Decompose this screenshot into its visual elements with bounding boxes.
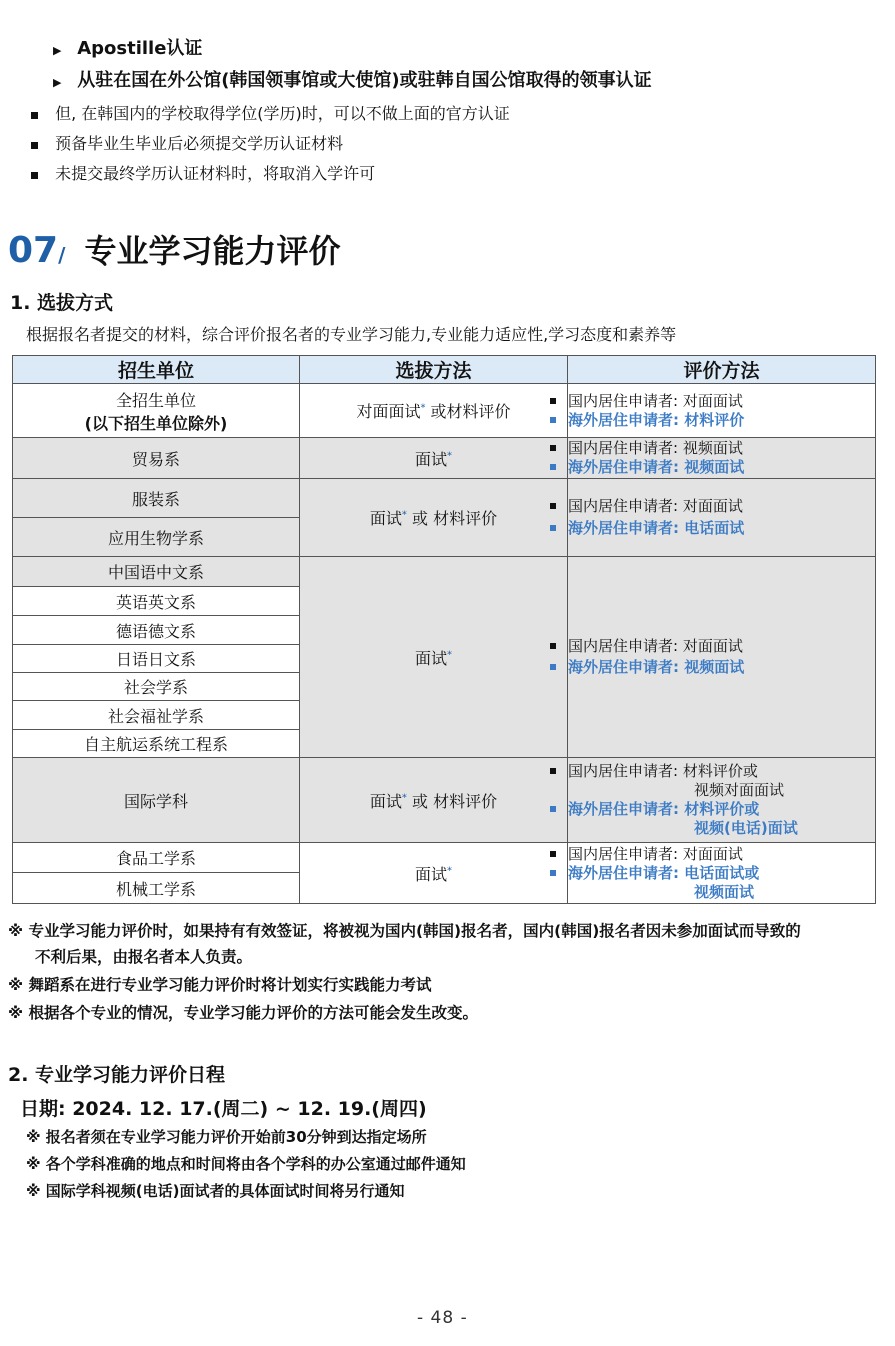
method-text: 面试: [414, 449, 447, 469]
domestic-text: 国内居住申请者: 对面面试: [568, 497, 743, 515]
overseas-text-continued: 视频面试: [694, 882, 755, 901]
square-bullet-icon: [31, 172, 38, 179]
schedule-note: ※ 各个学科准确的地点和时间将由各个学科的办公室通过邮件通知: [26, 1155, 466, 1173]
sub-bullet-apostille: [53, 34, 202, 60]
method-text: 对面面试: [356, 402, 421, 421]
schedule-note: ※ 国际学科视频(电话)面试者的具体面试时间将另行通知: [26, 1182, 405, 1200]
square-bullet-icon: [550, 870, 556, 876]
note-change: ※ 根据各个专业的情况，专业学习能力评价的方法可能会发生改变。: [8, 1004, 478, 1022]
note-validity-continued: 不利后果，由报名者本人负责。: [35, 948, 253, 966]
evaluation-cell: [568, 758, 876, 843]
square-bullet-icon: [550, 525, 556, 531]
note-validity: ※ 专业学习能力评价时，如果持有有效签证，将被视为国内(韩国)报名者，国内(韩国)报名者因未参加面试而导致的: [8, 922, 801, 940]
overseas-line: [568, 864, 875, 883]
unit-cell: 中国语中文系: [13, 557, 300, 587]
overseas-text: 海外居住申请者: 材料评价或: [568, 800, 760, 818]
asterisk-mark: *: [401, 509, 407, 521]
overseas-text: 海外居住申请者: 视频面试: [568, 458, 745, 476]
unit-cell: 德语德文系: [13, 616, 300, 645]
unit-cell: 自主航运系统工程系: [13, 730, 300, 758]
section-title: 专业学习能力评价: [84, 232, 341, 270]
overseas-line: [568, 800, 875, 819]
method-text: 面试: [369, 791, 402, 811]
table-row: [13, 758, 876, 843]
domestic-line: [568, 637, 875, 656]
square-bullet-icon: [550, 445, 556, 451]
method-description: 根据报名者提交的材料，综合评价报名者的专业学习能力,专业能力适应性,学习态度和素养等: [26, 325, 677, 344]
method-text: 面试: [369, 509, 402, 528]
square-bullet-icon: [550, 398, 556, 404]
domestic-line: [568, 762, 875, 781]
schedule-date: 日期: 2024. 12. 17.(周二) ~ 12. 19.(周四): [20, 1098, 427, 1120]
overseas-line: [568, 658, 875, 677]
triangle-bullet-icon: ▶: [53, 76, 62, 89]
domestic-text: 国内居住申请者: 视频面试: [568, 439, 743, 457]
table-header-row: [13, 356, 876, 384]
method-cell: [300, 557, 568, 758]
domestic-text: 国内居住申请者: 对面面试: [568, 391, 743, 410]
evaluation-cell: [568, 843, 876, 904]
evaluation-table: [12, 355, 876, 904]
table-row: [13, 557, 876, 587]
bullet-text: 未提交最终学历认证材料时，将取消入学许可: [55, 164, 376, 183]
method-cell: [300, 479, 568, 557]
method-text: 面试: [414, 648, 447, 668]
domestic-line: [568, 845, 875, 864]
table-row: [13, 384, 876, 438]
domestic-text: 国内居住申请者: 对面面试: [568, 637, 743, 655]
evaluation-cell: [568, 557, 876, 758]
sub-bullet-consular: [53, 66, 652, 92]
bullet-text: 预备毕业生毕业后必须提交学历认证材料: [55, 134, 344, 153]
square-bullet-icon: [31, 142, 38, 149]
overseas-text: 海外居住申请者: 视频面试: [568, 658, 745, 676]
overseas-text-continued: 视频(电话)面试: [694, 819, 798, 837]
unit-cell: 贸易系: [13, 438, 300, 479]
header-method: 选拔方法: [300, 356, 568, 384]
square-bullet-icon: [550, 643, 556, 649]
domestic-text: 国内居住申请者: 材料评价或: [568, 762, 758, 780]
unit-cell: 机械工学系: [13, 873, 300, 904]
header-evaluation: 评价方法: [568, 356, 876, 384]
domestic-line: [568, 392, 875, 411]
method-cell: [300, 438, 568, 479]
domestic-text-continued: 视频对面面试: [694, 781, 785, 799]
asterisk-mark: *: [447, 865, 452, 877]
unit-cell: 社会学系: [13, 673, 300, 701]
method-cell: [300, 384, 568, 438]
unit-cell: 应用生物学系: [13, 518, 300, 557]
schedule-note: ※ 报名者须在专业学习能力评价开始前30分钟到达指定场所: [26, 1128, 427, 1146]
overseas-text: 海外居住申请者: 电话面试或: [568, 863, 760, 882]
overseas-text: 海外居住申请者: 材料评价: [568, 410, 745, 429]
bullet-item: [31, 101, 510, 124]
section-number: 07: [8, 230, 59, 271]
domestic-text: 国内居住申请者: 对面面试: [568, 844, 743, 863]
page-number: - 48 -: [417, 1308, 468, 1328]
unit-cell: 国际学科: [13, 758, 300, 843]
sub-bullet-text: 从驻在国在外公馆(韩国领事馆或大使馆)或驻韩自国公馆取得的领事认证: [77, 70, 652, 91]
asterisk-mark: *: [447, 649, 452, 661]
sub-bullet-text: Apostille认证: [77, 38, 203, 59]
square-bullet-icon: [31, 112, 38, 119]
square-bullet-icon: [550, 851, 556, 857]
method-text: 或 材料评价: [406, 509, 498, 528]
square-bullet-icon: [550, 664, 556, 670]
method-text: 或材料评价: [425, 402, 511, 421]
domestic-line: [568, 439, 875, 458]
bullet-item: [31, 131, 343, 154]
square-bullet-icon: [550, 806, 556, 812]
section-slash: /: [58, 243, 66, 267]
overseas-text: 海外居住申请者: 电话面试: [568, 519, 745, 537]
unit-cell: [13, 384, 300, 438]
domestic-line: [568, 497, 875, 516]
square-bullet-icon: [550, 768, 556, 774]
header-unit: 招生单位: [13, 356, 300, 384]
square-bullet-icon: [550, 417, 556, 423]
schedule-heading: 2. 专业学习能力评价日程: [8, 1064, 226, 1086]
unit-cell: 日语日文系: [13, 645, 300, 673]
unit-cell: 社会福祉学系: [13, 701, 300, 730]
triangle-bullet-icon: ▶: [53, 44, 62, 57]
evaluation-cell: [568, 479, 876, 557]
square-bullet-icon: [550, 503, 556, 509]
unit-cell: 食品工学系: [13, 843, 300, 873]
asterisk-mark: *: [420, 402, 426, 414]
evaluation-cell: [568, 438, 876, 479]
table-row: [13, 438, 876, 479]
method-text: 或 材料评价: [406, 791, 498, 811]
square-bullet-icon: [550, 464, 556, 470]
bullet-item: [31, 161, 375, 184]
section-heading: [8, 226, 341, 272]
note-dance: ※ 舞蹈系在进行专业学习能力评价时将计划实行实践能力考试: [8, 976, 432, 994]
method-cell: [300, 758, 568, 843]
method-cell: [300, 843, 568, 904]
unit-name: 全招生单位: [115, 390, 196, 410]
bullet-text: 但, 在韩国内的学校取得学位(学历)时，可以不做上面的官方认证: [55, 104, 510, 123]
unit-note: (以下招生单位除外): [84, 413, 228, 433]
evaluation-cell: [568, 384, 876, 438]
unit-cell: 服装系: [13, 479, 300, 518]
overseas-line: [568, 411, 875, 430]
table-row: [13, 843, 876, 873]
overseas-line: [568, 519, 875, 538]
table-row: [13, 479, 876, 518]
unit-cell: 英语英文系: [13, 587, 300, 616]
asterisk-mark: *: [401, 792, 407, 804]
asterisk-mark: *: [447, 450, 452, 462]
overseas-line: [568, 458, 875, 477]
method-text: 面试: [414, 864, 447, 884]
subsection-heading: 1. 选拔方式: [10, 292, 114, 314]
